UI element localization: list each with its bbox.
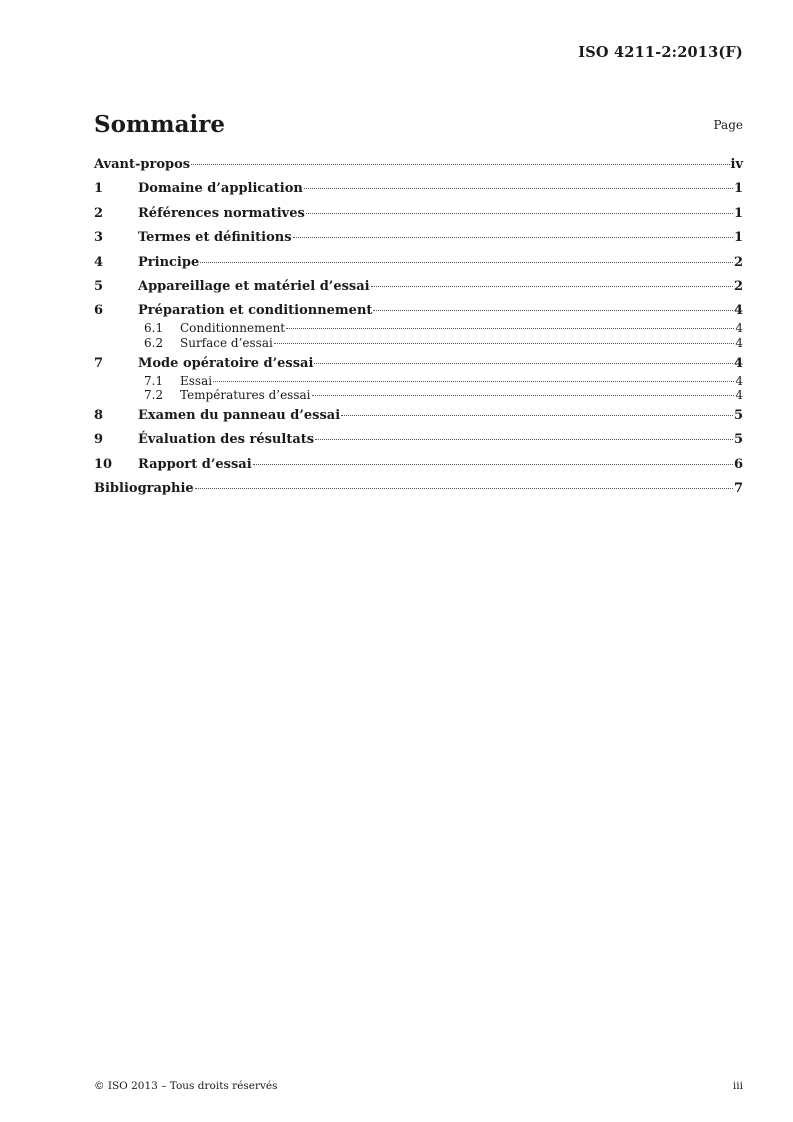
toc-entry-3[interactable] — [94, 228, 743, 252]
dot-leader — [286, 328, 734, 329]
toc-entry-label: Rapport d’essai — [138, 456, 252, 472]
toc-entry-label: Préparation et conditionnement — [138, 303, 373, 319]
dot-leader — [213, 381, 734, 382]
dot-leader — [373, 310, 733, 311]
toc-entry-label: Appareillage et matériel d’essai — [138, 278, 370, 294]
toc-entry-5[interactable] — [94, 277, 743, 301]
dot-leader — [314, 363, 733, 364]
toc-entry-1[interactable] — [94, 179, 743, 203]
dot-leader — [293, 237, 733, 238]
toc-entry-label: Surface d’essai — [180, 335, 273, 350]
toc-entry-4[interactable] — [94, 253, 743, 277]
toc-entry-6[interactable] — [94, 301, 743, 321]
toc-entry-number: 9 — [94, 432, 104, 448]
toc-entry-label: Domaine d’application — [138, 181, 303, 197]
toc-entry-label: Principe — [138, 254, 200, 270]
toc-entry-label: Examen du panneau d’essai — [138, 408, 341, 424]
toc-entry-number: 3 — [94, 230, 104, 246]
toc-entry-number: 6.2 — [144, 335, 164, 350]
toc-entry-number: 6 — [94, 303, 104, 319]
toc-entry-label: Mode opératoire d’essai — [138, 355, 314, 371]
toc-entry-7-2[interactable] — [94, 388, 743, 402]
dot-leader — [191, 164, 729, 165]
toc-entry-page: 1 — [733, 181, 743, 197]
toc-entry-page: 1 — [733, 230, 743, 246]
toc-entry-7[interactable] — [94, 354, 743, 374]
toc-entry-number: 5 — [94, 278, 104, 294]
toc-entry-page: 4 — [733, 303, 743, 319]
toc-entry-label: Références normatives — [138, 205, 305, 221]
toc-entry-number: 10 — [94, 456, 113, 472]
toc-entry-label: Bibliographie — [94, 481, 194, 497]
toc-entry-label: Températures d’essai — [180, 387, 311, 402]
toc-entry-9[interactable] — [94, 430, 743, 454]
toc-entry-8[interactable] — [94, 406, 743, 430]
dot-leader — [200, 262, 733, 263]
toc-entry-number: 7.2 — [144, 387, 164, 402]
document-reference: ISO 4211-2:2013(F) — [578, 44, 743, 61]
toc-entry-avant-propos[interactable] — [94, 155, 743, 179]
dot-leader — [274, 343, 735, 344]
dot-leader — [304, 188, 733, 189]
toc-entry-label: Termes et définitions — [138, 230, 292, 246]
toc-entry-label: Essai — [180, 373, 213, 388]
toc-entry-6-2[interactable] — [94, 336, 743, 350]
toc-entry-number: 7.1 — [144, 373, 164, 388]
toc-entry-page: 5 — [733, 432, 743, 448]
toc-entry-number: 6.1 — [144, 321, 164, 336]
dot-leader — [341, 415, 733, 416]
dot-leader — [315, 439, 733, 440]
toc-entry-page: 4 — [733, 355, 743, 371]
dot-leader — [253, 464, 733, 465]
toc-entry-page: 4 — [735, 373, 743, 388]
table-of-contents — [94, 155, 743, 504]
dot-leader — [312, 395, 735, 396]
toc-entry-number: 2 — [94, 205, 104, 221]
toc-entry-page: 5 — [733, 408, 743, 424]
toc-entry-number: 4 — [94, 254, 104, 270]
toc-entry-label: Conditionnement — [180, 321, 286, 336]
toc-entry-7-1[interactable] — [94, 374, 743, 388]
toc-entry-10[interactable] — [94, 455, 743, 479]
dot-leader — [195, 488, 733, 489]
toc-entry-label: Avant-propos — [94, 157, 191, 172]
toc-entry-page: iv — [730, 157, 743, 172]
footer-page-number: iii — [732, 1080, 743, 1092]
toc-entry-page: 4 — [735, 387, 743, 402]
toc-entry-bibliographie[interactable] — [94, 479, 743, 503]
toc-entry-6-1[interactable] — [94, 321, 743, 335]
toc-entry-page: 7 — [733, 481, 743, 497]
toc-entry-2[interactable] — [94, 204, 743, 228]
toc-entry-page: 4 — [735, 321, 743, 336]
footer-copyright: © ISO 2013 – Tous droits réservés — [94, 1080, 278, 1092]
dot-leader — [371, 286, 733, 287]
toc-title: Sommaire — [94, 111, 226, 138]
toc-entry-page: 6 — [733, 456, 743, 472]
toc-entry-number: 1 — [94, 181, 104, 197]
toc-entry-page: 2 — [733, 278, 743, 294]
page-column-label: Page — [713, 118, 743, 132]
toc-entry-page: 2 — [733, 254, 743, 270]
toc-entry-page: 4 — [735, 335, 743, 350]
toc-entry-label: Évaluation des résultats — [138, 432, 315, 448]
toc-entry-number: 7 — [94, 355, 104, 371]
toc-entry-number: 8 — [94, 408, 104, 424]
toc-entry-page: 1 — [733, 205, 743, 221]
dot-leader — [306, 213, 733, 214]
